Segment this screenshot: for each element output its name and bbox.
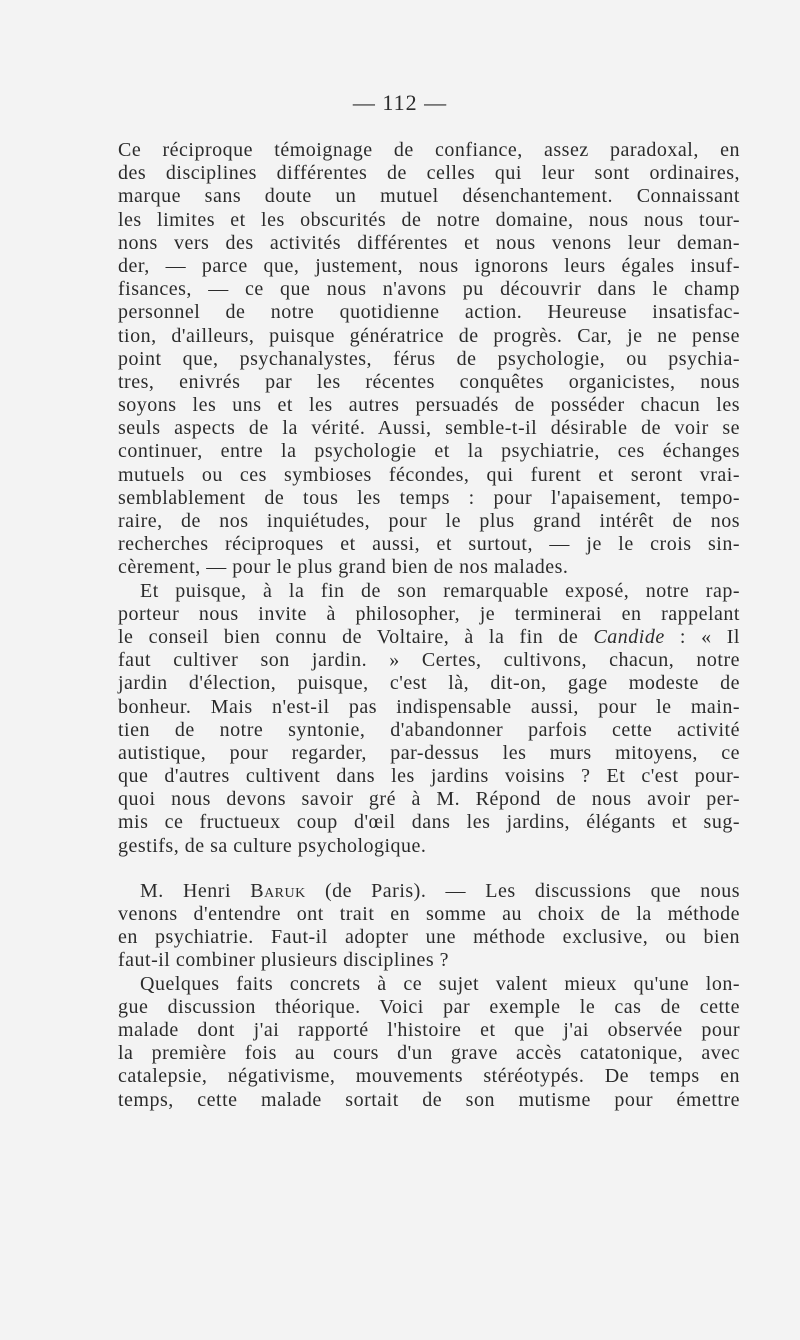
text-line: seuls aspects de la vérité. Aussi, semble-t-il désirable de voir se (118, 417, 740, 440)
text-line: tion, d'ailleurs, puisque génératrice de progrès. Car, je ne pense (118, 324, 740, 347)
text-line: Ce réciproque témoignage de confiance, assez paradoxal, en (118, 139, 740, 161)
text-line: faut cultiver son jardin. » Certes, cultivons, chacun, notre (118, 649, 740, 672)
text-span: le conseil bien connu de Voltaire, à la fin de (118, 625, 594, 648)
text-line: cèrement, — pour le plus grand bien de nos malades. (118, 556, 569, 579)
text-line: continuer, entre la psychologie et la psychiatrie, ces échanges (118, 440, 740, 463)
text-line: autistique, pour regarder, par-dessus les murs mitoyens, ce (118, 741, 740, 764)
text-line: malade dont j'ai rapporté l'histoire et que j'ai observée pour (118, 1018, 740, 1041)
text-line: fisances, — ce que nous n'avons pu découvrir dans le champ (118, 278, 740, 301)
text-span: M. Henri (140, 879, 251, 902)
text-line: porteur nous invite à philosopher, je terminerai en rappelant (118, 602, 740, 625)
text-line: temps, cette malade sortait de son mutisme pour émettre (118, 1088, 740, 1111)
text-line (118, 880, 740, 903)
text-line: der, — parce que, justement, nous ignorons leurs égales insuf- (118, 254, 740, 277)
speaker-name: Baruk (250, 879, 306, 902)
text-line: Quelques faits concrets à ce sujet valent mieux qu'une lon- (140, 972, 740, 995)
text-line: Et puisque, à la fin de son remarquable exposé, notre rap- (140, 579, 740, 602)
body-text (118, 139, 740, 1112)
text-span: (de Paris). — Les discussions que nous (305, 879, 741, 902)
text-line: en psychiatrie. Faut-il adopter une méthode exclusive, ou bien (118, 926, 740, 949)
text-line: tres, enivrés par les récentes conquêtes organicistes, nous (118, 370, 740, 393)
text-line: gestifs, de sa culture psychologique. (118, 834, 427, 857)
text-line: mis ce fructueux coup d'œil dans les jardins, élégants et sug- (118, 811, 740, 834)
text-line: catalepsie, négativisme, mouvements stéréotypés. De temps en (118, 1065, 740, 1088)
paragraph-3 (118, 880, 740, 973)
paragraph-4 (118, 973, 740, 1112)
paragraph-2 (118, 580, 740, 858)
text-line: personnel de notre quotidienne action. Heureuse insatisfac- (118, 301, 740, 324)
text-line: quoi nous devons savoir gré à M. Répond de nous avoir per- (118, 788, 740, 811)
text-line: point que, psychanalystes, férus de psychologie, ou psychia- (118, 347, 740, 370)
text-line: tien de notre syntonie, d'abandonner parfois cette activité (118, 718, 740, 741)
text-line: jardin d'élection, puisque, c'est là, dit-on, gage modeste de (118, 672, 740, 695)
text-line: nons vers des activités différentes et nous venons leur deman- (118, 231, 740, 254)
text-line: la première fois au cours d'un grave accès catatonique, avec (118, 1042, 740, 1065)
text-line: marque sans doute un mutuel désenchantement. Connaissant (118, 185, 740, 208)
book-title: Candide (593, 625, 665, 648)
text-line: faut-il combiner plusieurs disciplines ? (118, 949, 450, 972)
text-line: recherches réciproques et aussi, et surtout, — je le crois sin- (118, 533, 740, 556)
text-line: raire, de nos inquiétudes, pour le plus grand intérêt de nos (118, 510, 740, 532)
text-span: : « Il (664, 625, 740, 648)
text-line: des disciplines différentes de celles qui leur sont ordinaires, (118, 162, 740, 185)
text-line: venons d'entendre ont trait en somme au choix de la méthode (118, 903, 740, 925)
text-line: mutuels ou ces symbioses fécondes, qui furent et seront vrai- (118, 463, 740, 486)
text-line: que d'autres cultivent dans les jardins voisins ? Et c'est pour- (118, 765, 740, 788)
text-line: bonheur. Mais n'est-il pas indispensable aussi, pour le main- (118, 695, 740, 718)
paragraph-gap (118, 858, 740, 880)
text-line: soyons les uns et les autres persuadés de posséder chacun les (118, 394, 740, 417)
text-line (118, 626, 740, 649)
text-line: gue discussion théorique. Voici par exemple le cas de cette (118, 995, 740, 1018)
text-line: les limites et les obscurités de notre domaine, nous nous tour- (118, 208, 740, 231)
paragraph-1 (118, 139, 740, 580)
text-line: semblablement de tous les temps : pour l'apaisement, tempo- (118, 486, 740, 509)
page-number: — 112 — (352, 90, 448, 115)
